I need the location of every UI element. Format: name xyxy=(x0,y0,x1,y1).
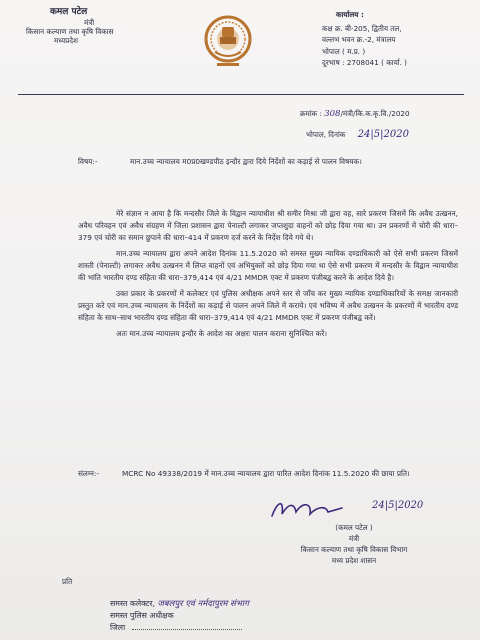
subject-text: मान.उच्च न्यायालय म0प्र0खण्डपीठ इन्दौर द्वारा दिये निर्देशों का कड़ाई से पालन विषयक। xyxy=(130,157,362,166)
letter-body xyxy=(78,208,458,344)
signature-date: 24|5|2020 xyxy=(372,500,424,511)
copy-recipient-3 xyxy=(110,622,470,634)
subject-block xyxy=(78,156,458,168)
address-line-2: वल्लभ भवन क्र.-2, मंत्रालय xyxy=(322,35,396,45)
copy-recipient-1-printed: समस्त कलेक्टर, xyxy=(110,599,156,608)
office-phone: दूरभाष : 2708041 ( कार्या. ) xyxy=(322,57,407,67)
copy-recipient-3-printed: जिला xyxy=(110,623,126,632)
body-paragraph-4: अतः मान.उच्च न्यायालय इन्दौर के आदेश का अक्षरः पालन कराना सुनिश्चित करें। xyxy=(116,329,328,338)
letter-date xyxy=(306,130,476,139)
letterhead-left xyxy=(22,6,202,46)
enclosure-block xyxy=(78,468,458,480)
copy-recipient-3-blank xyxy=(132,629,242,630)
address-line-3: भोपाल ( म.प्र. ) xyxy=(322,46,366,56)
body-paragraph-1: मेरे संज्ञान न आया है कि मन्दसौर जिले के विद्वान न्यायाधीश श्री समीर मिश्रा जी द्वारा वह, सारे प्रकरण जिसमें कि अवैध उत्खनन, अवैध परिवहन एवं अवैध संग्रहण में जिला प्रशासन द्वारा पेनाल्टी लगाकर जप्तशुदा वाहनों को छोड़ दिया गया था। उन प्रकरणों में चोरी की धारा–379 एवं चोरी का समान छुपाने की धारा–414 में प्रकरण दर्ज करने के निर्देश दिये गये थे। xyxy=(78,209,458,242)
office-label: कार्यालय : xyxy=(336,10,364,19)
signature-designation: मंत्री xyxy=(348,534,360,543)
signature-state: मध्य प्रदेश शासन xyxy=(331,556,377,565)
date-prefix: भोपाल, दिनांक xyxy=(306,130,346,139)
signature-block xyxy=(254,522,454,566)
minister-department: किसान कल्याण तथा कृषि विकास xyxy=(26,27,114,37)
enclosure-text: MCRC No 49338/2019 में मान.उच्च न्यायालय द्वारा पारित आदेश दिनांक 11.5.2020 की छाया प्रति। xyxy=(122,469,410,478)
body-paragraph-2: मान.उच्च न्यायालय द्वारा अपने आदेश दिनांक 11.5.2020 को समस्त मुख्य न्यायिक दण्डाधिकारी को ऐसे सभी प्रकरण जिसमें शास्ती (पेनाल्टी) लगाकर अवैध उत्खनन में लिप्त वाहनों एवं अभियुक्तों को छोड़ दिया गया था ऐसे सभी प्रकरण में मन्दसौर के विद्वान न्यायाधीश की भांति भारतीय दण्ड संहिता की धारा–379,414 एवं 4/21 MMDR एक्ट में प्रकरण पंजीबद्व करने के आदेश दिये है। xyxy=(78,249,458,282)
reference-number xyxy=(300,109,476,119)
letterhead-divider xyxy=(18,94,464,95)
signature-scribble xyxy=(268,496,378,522)
date-handwritten: 24|5|2020 xyxy=(357,129,409,140)
enclosure-label: संलग्न:- xyxy=(78,469,100,478)
minister-designation: मंत्री xyxy=(84,18,95,27)
minister-state: मध्यप्रदेश xyxy=(54,36,78,46)
subject-label: विषय:- xyxy=(78,157,98,166)
copy-recipients xyxy=(110,598,470,634)
signature-department: किसान कल्याण तथा कृषि विकास विभाग xyxy=(300,545,408,554)
reference-suffix: /मंत्री/कि.क.कृ.वि./2020 xyxy=(340,109,410,118)
signature-name: (कमल पटेल ) xyxy=(335,523,373,532)
state-emblem-icon xyxy=(203,14,253,76)
copy-label: प्रति xyxy=(62,577,73,586)
minister-name: कमल पटेल xyxy=(50,7,88,17)
body-paragraph-3: उक्त प्रकार के प्रकरणों में कलेक्टर एवं पुलिस अधीक्षक अपने स्तर से जाँच कर मुख्य न्यायिक दण्डाधिकारियों के समक्ष जानकारी प्रस्तुत करे एवं मान.उच्च न्यायालय के निर्देशों का कड़ाई से पालन अपने जिले में कराये। एवं भविष्य में अवैध उत्खनन के प्रकरणों में भारतीय दण्ड संहिता के साथ–साथ भारतीय दण्ड संहिता की धारा–379,414 एवं 4/21 MMDR एक्ट में प्रकरण पंजीबद्व करें। xyxy=(78,289,458,322)
copy-recipient-2: समस्त पुलिस अधीक्षक xyxy=(110,611,174,620)
copy-recipient-1-handwritten: जबलपुर एवं नर्मदापुरम संभाग xyxy=(157,599,249,609)
letterhead-right xyxy=(322,10,472,67)
address-line-1: कक्ष क्र. बी-205, द्वितीय तल, xyxy=(322,24,402,34)
reference-prefix: क्रमांक : xyxy=(300,109,322,118)
copy-recipient-1 xyxy=(110,598,470,610)
reference-handwritten-number: 308 xyxy=(324,109,341,119)
